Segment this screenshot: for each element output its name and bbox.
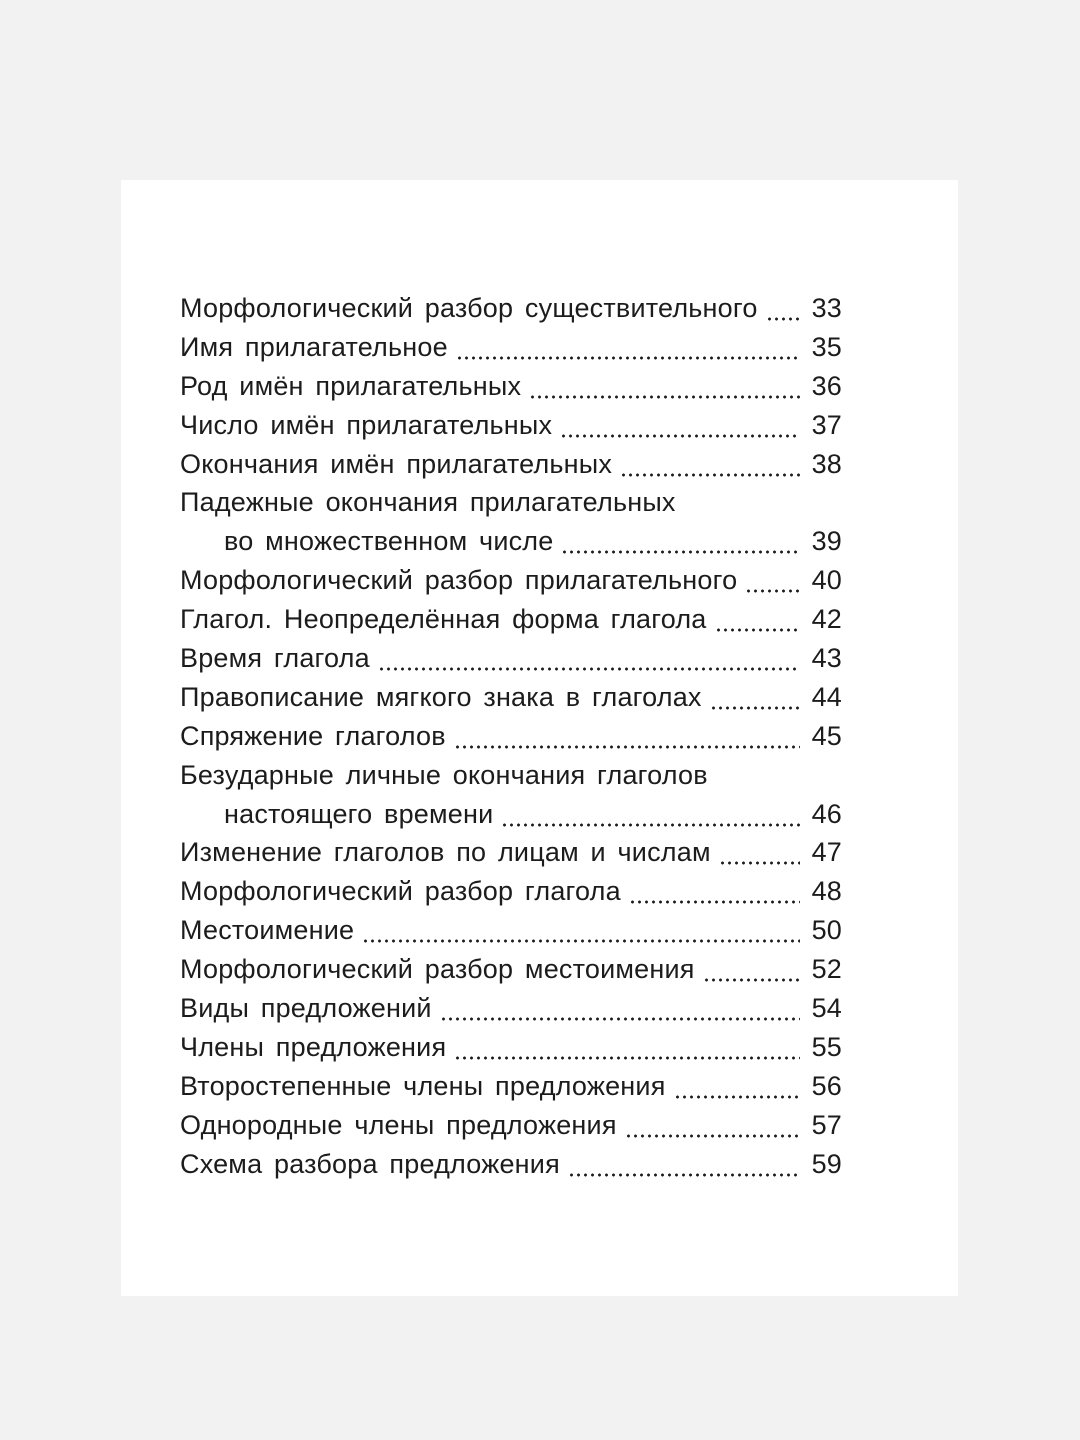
toc-entry-title: Число имён прилагательных bbox=[180, 409, 553, 440]
toc-entry bbox=[180, 1106, 842, 1145]
toc-entry-page-number: 47 bbox=[811, 837, 842, 868]
toc-entry-page-number: 48 bbox=[811, 876, 842, 907]
toc-dot-leader bbox=[620, 445, 800, 484]
toc-entry-page-number: 43 bbox=[811, 643, 842, 674]
toc-entry-page-number: 35 bbox=[811, 331, 842, 362]
toc-dot-leader bbox=[568, 1145, 800, 1184]
toc-entry bbox=[180, 950, 842, 989]
toc-dot-leader bbox=[440, 989, 800, 1028]
toc-entry-title: Изменение глаголов по лицам и числам bbox=[180, 837, 711, 868]
toc-dot-leader bbox=[501, 795, 800, 834]
toc-entry bbox=[180, 1067, 842, 1106]
table-of-contents bbox=[180, 289, 842, 1183]
toc-entry-page-number: 57 bbox=[811, 1109, 842, 1140]
toc-entry bbox=[180, 1145, 842, 1184]
toc-dot-leader bbox=[378, 639, 800, 678]
toc-entry bbox=[180, 911, 842, 950]
document-page bbox=[121, 180, 958, 1296]
toc-entry-title: Спряжение глаголов bbox=[180, 720, 446, 751]
toc-entry-heading-line bbox=[180, 483, 842, 522]
toc-entry-title: Безударные личные окончания глаголов bbox=[180, 759, 708, 790]
toc-entry-page-number: 33 bbox=[811, 293, 842, 323]
toc-dot-leader bbox=[362, 911, 800, 950]
toc-entry-title: Падежные окончания прилагательных bbox=[180, 487, 676, 518]
toc-entry-title: во множественном числе bbox=[224, 526, 554, 557]
toc-dot-leader bbox=[454, 1028, 800, 1067]
toc-entry-page-number: 55 bbox=[811, 1031, 842, 1062]
toc-entry-title: Морфологический разбор существительного bbox=[180, 293, 758, 323]
toc-entry-page-number: 50 bbox=[811, 915, 842, 946]
toc-dot-leader bbox=[745, 561, 800, 600]
toc-entry-page-number: 44 bbox=[811, 681, 842, 712]
toc-dot-leader bbox=[710, 678, 800, 717]
toc-entry bbox=[180, 717, 842, 756]
toc-entry-title: Члены предложения bbox=[180, 1031, 447, 1062]
toc-entry bbox=[180, 795, 842, 834]
toc-entry-page-number: 54 bbox=[811, 993, 842, 1024]
toc-entry-page-number: 36 bbox=[811, 370, 842, 401]
toc-entry bbox=[180, 600, 842, 639]
toc-entry bbox=[180, 872, 842, 911]
toc-entry-title: Второстепенные члены предложения bbox=[180, 1070, 666, 1101]
toc-dot-leader bbox=[560, 406, 800, 445]
toc-entry-title: Время глагола bbox=[180, 643, 370, 674]
toc-dot-leader bbox=[715, 600, 800, 639]
toc-dot-leader bbox=[719, 833, 800, 872]
toc-entry-title: настоящего времени bbox=[224, 798, 494, 829]
toc-entry bbox=[180, 289, 842, 328]
toc-entry bbox=[180, 833, 842, 872]
toc-dot-leader bbox=[456, 328, 800, 367]
toc-entry-title: Имя прилагательное bbox=[180, 331, 448, 362]
toc-entry-page-number: 40 bbox=[811, 565, 842, 596]
toc-entry-page-number: 39 bbox=[811, 526, 842, 557]
toc-entry bbox=[180, 678, 842, 717]
toc-entry bbox=[180, 367, 842, 406]
toc-entry-page-number: 38 bbox=[811, 448, 842, 479]
toc-entry-heading-line bbox=[180, 756, 842, 795]
toc-entry bbox=[180, 522, 842, 561]
toc-dot-leader bbox=[454, 717, 800, 756]
toc-entry-title: Род имён прилагательных bbox=[180, 370, 522, 401]
toc-entry-title: Морфологический разбор местоимения bbox=[180, 954, 695, 985]
toc-entry-title: Однородные члены предложения bbox=[180, 1109, 617, 1140]
toc-entry-page-number: 45 bbox=[811, 720, 842, 751]
toc-entry-title: Окончания имён прилагательных bbox=[180, 448, 613, 479]
toc-entry-title: Виды предложений bbox=[180, 993, 432, 1024]
toc-dot-leader bbox=[766, 289, 800, 328]
toc-dot-leader bbox=[625, 1106, 800, 1145]
toc-entry bbox=[180, 1028, 842, 1067]
toc-dot-leader bbox=[703, 950, 800, 989]
toc-entry bbox=[180, 561, 842, 600]
toc-entry-page-number: 42 bbox=[811, 604, 842, 635]
toc-entry-page-number: 37 bbox=[811, 409, 842, 440]
toc-entry-title: Морфологический разбор глагола bbox=[180, 876, 621, 907]
toc-entry bbox=[180, 406, 842, 445]
toc-entry bbox=[180, 328, 842, 367]
toc-entry-title: Местоимение bbox=[180, 915, 355, 946]
toc-entry-title: Морфологический разбор прилагательного bbox=[180, 565, 738, 596]
toc-dot-leader bbox=[629, 872, 800, 911]
toc-dot-leader bbox=[561, 522, 800, 561]
toc-dot-leader bbox=[674, 1067, 800, 1106]
toc-entry bbox=[180, 639, 842, 678]
toc-entry-title: Правописание мягкого знака в глаголах bbox=[180, 681, 702, 712]
toc-entry-page-number: 46 bbox=[811, 798, 842, 829]
toc-entry-title: Схема разбора предложения bbox=[180, 1148, 560, 1179]
toc-dot-leader bbox=[529, 367, 800, 406]
toc-entry-page-number: 56 bbox=[811, 1070, 842, 1101]
toc-entry bbox=[180, 445, 842, 484]
toc-entry-title: Глагол. Неопределённая форма глагола bbox=[180, 604, 707, 635]
toc-entry bbox=[180, 989, 842, 1028]
toc-entry-page-number: 52 bbox=[811, 954, 842, 985]
toc-entry-page-number: 59 bbox=[811, 1148, 842, 1179]
